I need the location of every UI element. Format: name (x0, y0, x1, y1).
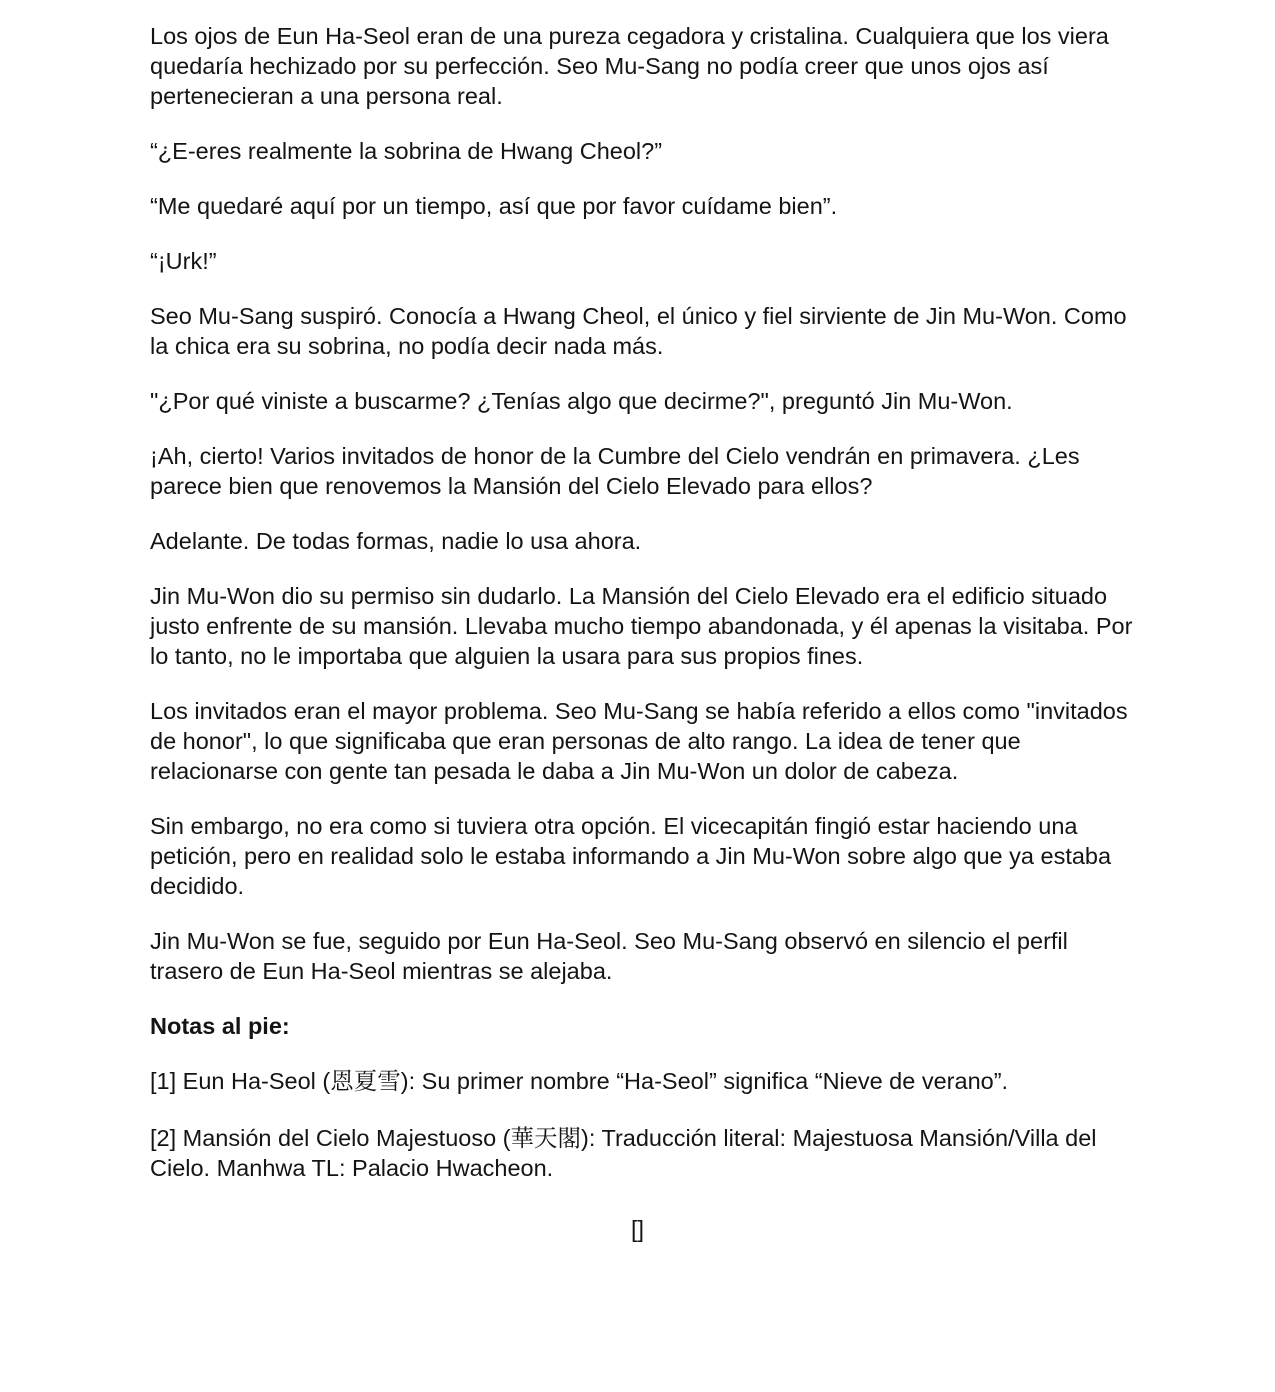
paragraph: “¡Urk!” (150, 248, 217, 274)
document-body (150, 21, 1140, 1210)
paragraph: Seo Mu-Sang suspiró. Conocía a Hwang Cheol, el único y fiel sirviente de Jin Mu-Won. Como la chica era su sobrina, no podía decir nada más. (150, 303, 1127, 359)
footnote-1: [1] Eun Ha-Seol (恩夏雪): Su primer nombre “Ha-Seol” significa “Nieve de verano”. (150, 1068, 1009, 1094)
paragraph: “¿E-eres realmente la sobrina de Hwang Cheol?” (150, 138, 663, 164)
paragraph: ¡Ah, cierto! Varios invitados de honor de la Cumbre del Cielo vendrán en primavera. ¿Les parece bien que renovemos la Mansión del Cielo Elevado para ellos? (150, 443, 1080, 499)
paragraph: "¿Por qué viniste a buscarme? ¿Tenías algo que decirme?", preguntó Jin Mu-Won. (150, 388, 1013, 414)
footnote-2: [2] Mansión del Cielo Majestuoso (華天閣): Traducción literal: Majestuosa Mansión/Villa del Cielo. Manhwa TL: Palacio Hwacheon. (150, 1125, 1097, 1181)
notes-heading: Notas al pie: (150, 1013, 290, 1039)
paragraph: Los ojos de Eun Ha-Seol eran de una pureza cegadora y cristalina. Cualquiera que los viera quedaría hechizado por su perfección. Seo Mu-Sang no podía creer que unos ojos así pertenecieran a una persona real. (150, 23, 1109, 109)
paragraph: Adelante. De todas formas, nadie lo usa ahora. (150, 528, 642, 554)
paragraph: Jin Mu-Won se fue, seguido por Eun Ha-Seol. Seo Mu-Sang observó en silencio el perfil trasero de Eun Ha-Seol mientras se alejaba. (150, 928, 1068, 984)
paragraph: “Me quedaré aquí por un tiempo, así que por favor cuídame bien”. (150, 193, 838, 219)
paragraph: Los invitados eran el mayor problema. Seo Mu-Sang se había referido a ellos como "invitados de honor", lo que significaba que eran personas de alto rango. La idea de tener que relacionarse con gente tan pesada le daba a Jin Mu-Won un dolor de cabeza. (150, 698, 1128, 784)
paragraph: Sin embargo, no era como si tuviera otra opción. El vicecapitán fingió estar haciendo una petición, pero en realidad solo le estaba informando a Jin Mu-Won sobre algo que ya estaba decidido. (150, 813, 1112, 899)
footer-mark: [] (630, 1216, 645, 1242)
paragraph: Jin Mu-Won dio su permiso sin dudarlo. La Mansión del Cielo Elevado era el edificio situado justo enfrente de su mansión. Llevaba mucho tiempo abandonada, y él apenas la visitaba. Por lo tanto, no le importaba que alguien la usara para sus propios fines. (150, 583, 1133, 669)
